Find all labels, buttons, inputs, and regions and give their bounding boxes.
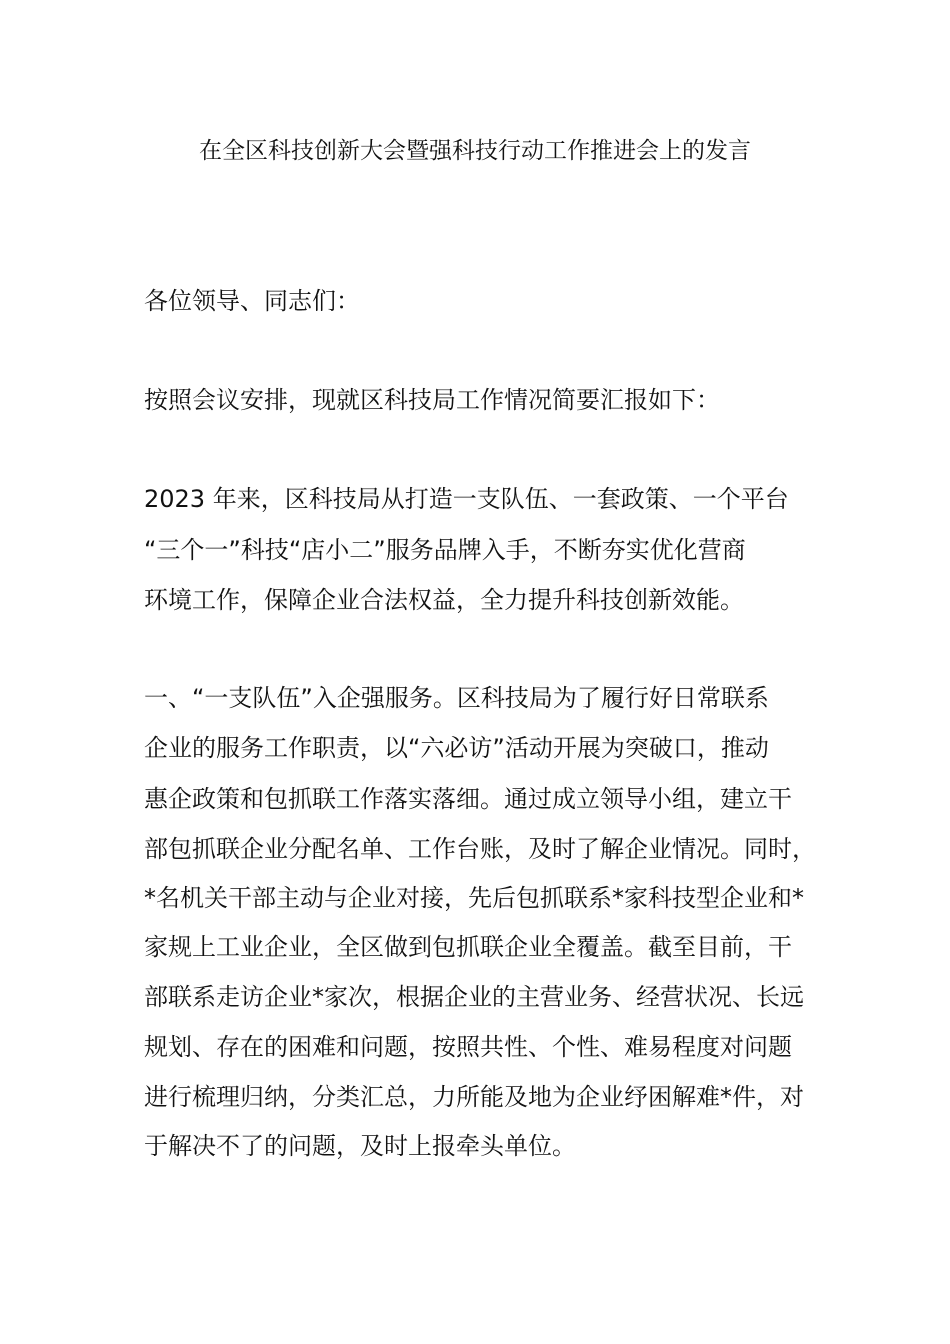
salutation: 各位领导、同志们： (144, 287, 360, 315)
document-title: 在全区科技创新大会暨强科技行动工作推进会上的发言 (199, 138, 751, 164)
paragraph-2-line: 家规上工业企业，全区做到包抓联企业全覆盖。截至目前，干 (144, 933, 792, 961)
paragraph-2-line: 部包抓联企业分配名单、工作台账，及时了解企业情况。同时， (144, 835, 816, 863)
paragraph-2-line: 企业的服务工作职责，以“六必访”活动开展为突破口，推动 (144, 734, 769, 762)
paragraph-1-line: 2023 年来，区科技局从打造一支队伍、一套政策、一个平台 (144, 485, 789, 513)
intro-line: 按照会议安排，现就区科技局工作情况简要汇报如下： (144, 386, 720, 414)
paragraph-1-line: 环境工作，保障企业合法权益，全力提升科技创新效能。 (144, 586, 744, 614)
paragraph-2-line: 惠企政策和包抓联工作落实落细。通过成立领导小组，建立干 (144, 785, 792, 813)
paragraph-2-line: 于解决不了的问题，及时上报牵头单位。 (144, 1132, 576, 1160)
paragraph-2-line: 部联系走访企业*家次，根据企业的主营业务、经营状况、长远 (144, 983, 804, 1011)
paragraph-2-line: 规划、存在的困难和问题，按照共性、个性、难易程度对问题 (144, 1033, 792, 1061)
paragraph-2-line: *名机关干部主动与企业对接，先后包抓联系*家科技型企业和* (144, 884, 804, 912)
paragraph-1-line: “三个一”科技“店小二”服务品牌入手，不断夯实优化营商 (144, 536, 746, 564)
paragraph-2-line: 一、“一支队伍”入企强服务。区科技局为了履行好日常联系 (144, 684, 769, 712)
paragraph-2-line: 进行梳理归纳，分类汇总，力所能及地为企业纾困解难*件，对 (144, 1083, 804, 1111)
